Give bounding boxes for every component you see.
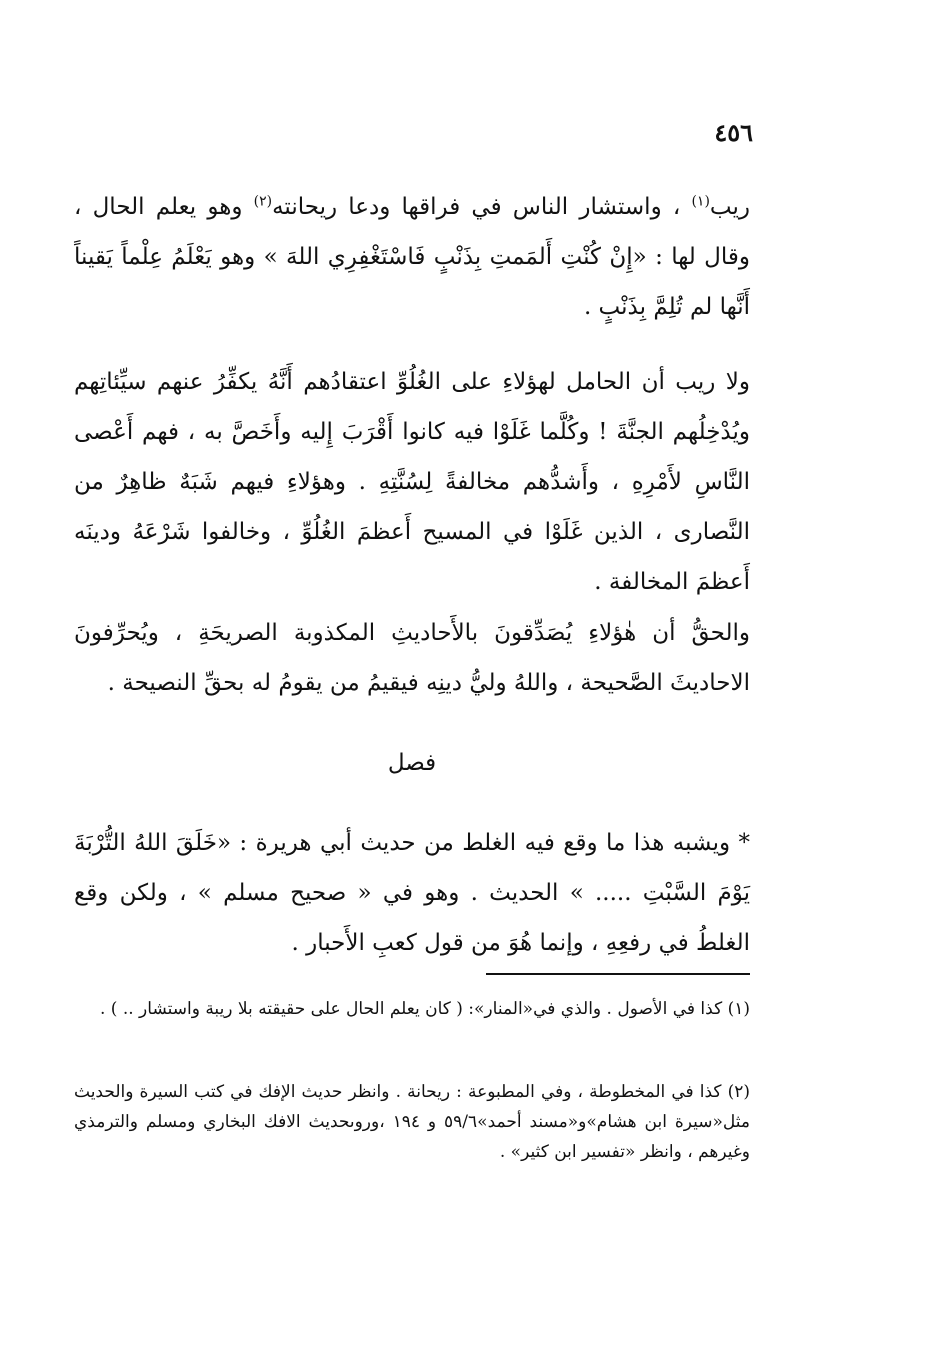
footnote-ref-2: (٢) [253,193,273,210]
section-heading: فصل [387,750,437,776]
paragraph-1-part-b: ، واستشار الناس في فراقها ودعا ريحانته [272,194,681,220]
footnote-1: (١) كذا في الأصول . والذي في«المنار»: ( كان يعلم الحال على حقيقته بلا ريبة واستشار .. ) . [100,999,750,1019]
footnote-divider [486,973,750,975]
paragraph-1 [74,182,750,332]
paragraph-3: والحقُّ أن هٰؤلاءِ يُصَدِّقونَ بالأَحاديثِ المكذوبة الصريحَةِ ، ويُحرِّفونَ الاحاديثَ الصَّحيحة ، واللهُ وليُّ دينِه فيقيمُ من يقومُ له بحقِّ النصيحة . [74,620,750,696]
footnote-2: (٢) كذا في المخطوطة ، وفي المطبوعة : ريحانة . وانظر حديث الإفك في كتب السيرة والحديث مثل«سيرة ابن هشام»و«مسند أحمد»٥٩/٦ و ١٩٤ ،وروىحديث الافك البخاري ومسلم والترمذي وغيرهم ، وانظر «تفسير ابن كثير» . [74,1082,750,1162]
footnote-ref-1: (١) [691,193,710,210]
paragraph-1-part-c: وهو يعلم الحال ، وقال لها : «إِنْ كُنْتِ أَلمَمتِ بِذَنْبٍ فَاسْتَغْفِرِي اللهَ » وهو يَعْلَمُ عِلْماً يَقيناً أَنَّها لم تُلِمَّ بِذَنْبٍ . [74,194,750,320]
paragraph-2: ولا ريب أن الحامل لهؤلاءِ على الغُلُوِّ اعتقادُهم أَنَّهُ يكفِّرُ عنهم سيِّئاتِهم ويُدْخِلُهم الجنَّةَ ! وكُلَّما غَلَوْا فيه كانوا أَقْرَبَ إِليه وأَخَصَّ به ، فهم أَعْصى النَّاسِ لأَمْرِهِ ، وأَشدُّهم مخالفةً لِسُنَّتِهِ . وهؤلاءِ فيهم شَبَهٌ ظاهِرٌ من النَّصارى ، الذين غَلَوْا في المسيح أَعظمَ الغُلُوِّ ، وخالفوا شَرْعَهُ ودينَه أَعظمَ المخالفة . [74,369,750,595]
paragraph-1-part-a: ريب [709,194,751,220]
paragraph-4: * ويشبه هذا ما وقع فيه الغلط من حديث أبي هريرة : «خَلَقَ اللهُ التُّرْبَةَ يَوْمَ السَّبْتِ ..... » الحديث . وهو في « صحيح مسلم » ، ولكن وقع الغلطُ في رفعِهِ ، وإنما هُوَ من قول كعبِ الأَحبار . [74,830,750,956]
page-number: ٤٥٦ [714,118,753,147]
